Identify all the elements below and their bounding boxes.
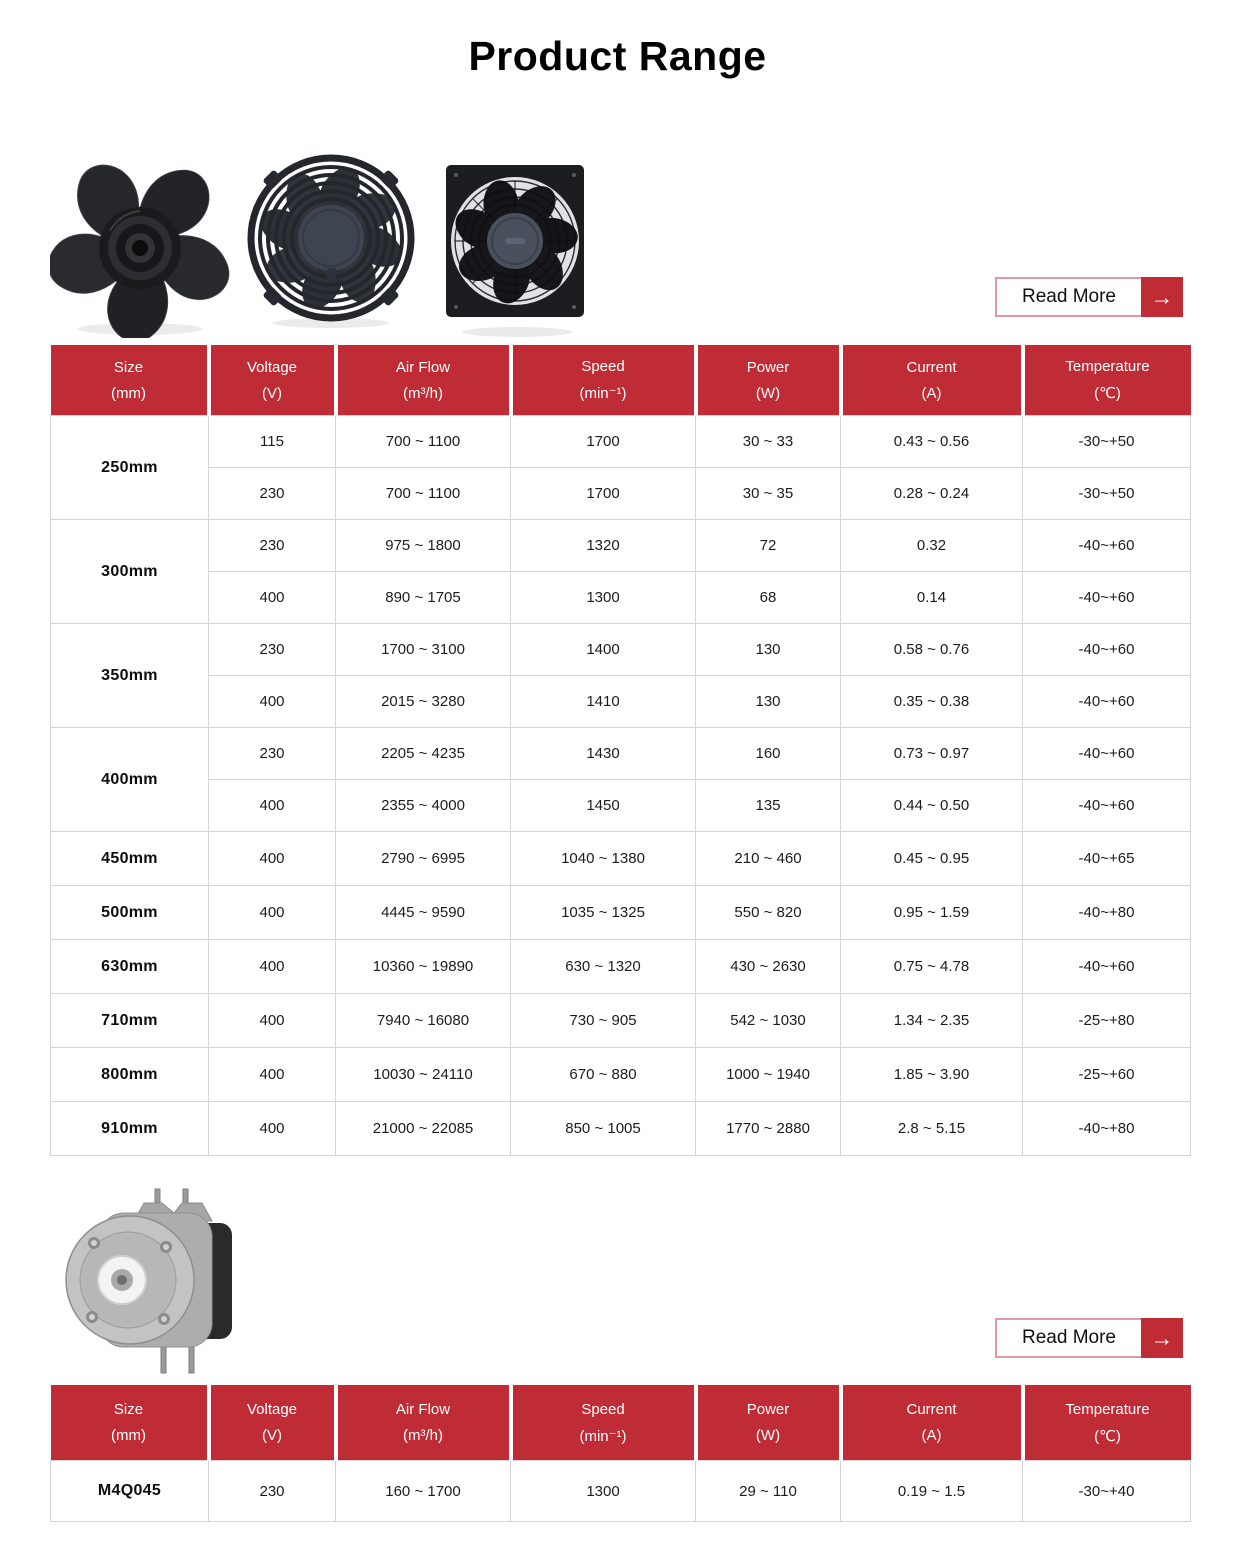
column-header-air-flow: Air Flow (m³/h) bbox=[336, 1385, 511, 1461]
spec-cell: 230 bbox=[209, 468, 336, 520]
spec-cell: 400 bbox=[209, 780, 336, 832]
size-cell: 400mm bbox=[51, 728, 209, 832]
spec-cell: 400 bbox=[209, 994, 336, 1048]
spec-cell: 2015 ~ 3280 bbox=[336, 676, 511, 728]
spec-cell: 1300 bbox=[511, 1461, 696, 1522]
spec-cell: 0.19 ~ 1.5 bbox=[841, 1461, 1023, 1522]
arrow-right-icon: → bbox=[1141, 277, 1183, 317]
size-cell: 800mm bbox=[51, 1048, 209, 1102]
spec-cell: 670 ~ 880 bbox=[511, 1048, 696, 1102]
column-header-temperature: Temperature (℃) bbox=[1023, 1385, 1191, 1461]
spec-cell: 230 bbox=[209, 728, 336, 780]
spec-cell: 30 ~ 35 bbox=[696, 468, 841, 520]
spec-cell: 0.28 ~ 0.24 bbox=[841, 468, 1023, 520]
spec-cell: 10360 ~ 19890 bbox=[336, 940, 511, 994]
table-header-row bbox=[51, 345, 1191, 416]
column-header-voltage: Voltage (V) bbox=[209, 1385, 336, 1461]
spec-cell: -40~+80 bbox=[1023, 886, 1191, 940]
spec-cell: -40~+60 bbox=[1023, 572, 1191, 624]
spec-cell: 72 bbox=[696, 520, 841, 572]
spec-cell: 700 ~ 1100 bbox=[336, 416, 511, 468]
table-row bbox=[51, 1461, 1191, 1522]
table-row bbox=[51, 886, 1191, 940]
spec-cell: 210 ~ 460 bbox=[696, 832, 841, 886]
spec-cell: 400 bbox=[209, 676, 336, 728]
column-header-speed: Speed (min⁻¹) bbox=[511, 345, 696, 416]
spec-cell: 890 ~ 1705 bbox=[336, 572, 511, 624]
spec-cell: -40~+60 bbox=[1023, 520, 1191, 572]
column-header-air-flow: Air Flow (m³/h) bbox=[336, 345, 511, 416]
table-row bbox=[51, 940, 1191, 994]
table-row bbox=[51, 1048, 1191, 1102]
spec-cell: 400 bbox=[209, 1048, 336, 1102]
table-row bbox=[51, 780, 1191, 832]
table-row bbox=[51, 468, 1191, 520]
spec-cell: -30~+40 bbox=[1023, 1461, 1191, 1522]
read-more-button-motor[interactable] bbox=[995, 1318, 1183, 1358]
column-header-current: Current (A) bbox=[841, 1385, 1023, 1461]
fan-specs-table bbox=[50, 345, 1191, 1156]
spec-cell: 400 bbox=[209, 832, 336, 886]
table-header-row bbox=[51, 1385, 1191, 1461]
spec-cell: 0.14 bbox=[841, 572, 1023, 624]
spec-cell: -40~+60 bbox=[1023, 728, 1191, 780]
spec-cell: 1430 bbox=[511, 728, 696, 780]
spec-cell: 0.32 bbox=[841, 520, 1023, 572]
spec-cell: -25~+80 bbox=[1023, 994, 1191, 1048]
read-more-label: Read More bbox=[1022, 286, 1116, 307]
round-grille-fan-image bbox=[246, 150, 416, 330]
column-header-voltage: Voltage (V) bbox=[209, 345, 336, 416]
spec-cell: 10030 ~ 24110 bbox=[336, 1048, 511, 1102]
spec-cell: 0.44 ~ 0.50 bbox=[841, 780, 1023, 832]
spec-cell: 2355 ~ 4000 bbox=[336, 780, 511, 832]
size-cell: 710mm bbox=[51, 994, 209, 1048]
page-title: Product Range bbox=[468, 33, 767, 79]
spec-cell: -40~+80 bbox=[1023, 1102, 1191, 1156]
spec-cell: 1.34 ~ 2.35 bbox=[841, 994, 1023, 1048]
column-header-power: Power (W) bbox=[696, 1385, 841, 1461]
arrow-right-icon: → bbox=[1141, 1318, 1183, 1358]
spec-cell: 0.43 ~ 0.56 bbox=[841, 416, 1023, 468]
table-row bbox=[51, 832, 1191, 886]
spec-cell: 1700 bbox=[511, 468, 696, 520]
motor-specs-table bbox=[50, 1385, 1191, 1522]
spec-cell: 400 bbox=[209, 1102, 336, 1156]
spec-cell: -40~+60 bbox=[1023, 780, 1191, 832]
spec-cell: 0.35 ~ 0.38 bbox=[841, 676, 1023, 728]
spec-cell: 68 bbox=[696, 572, 841, 624]
column-header-speed: Speed (min⁻¹) bbox=[511, 1385, 696, 1461]
spec-cell: -40~+65 bbox=[1023, 832, 1191, 886]
spec-cell: 7940 ~ 16080 bbox=[336, 994, 511, 1048]
spec-cell: 130 bbox=[696, 624, 841, 676]
spec-cell: -40~+60 bbox=[1023, 940, 1191, 994]
spec-cell: 1000 ~ 1940 bbox=[696, 1048, 841, 1102]
spec-cell: -25~+60 bbox=[1023, 1048, 1191, 1102]
spec-cell: 550 ~ 820 bbox=[696, 886, 841, 940]
spec-cell: -40~+60 bbox=[1023, 624, 1191, 676]
spec-cell: 1035 ~ 1325 bbox=[511, 886, 696, 940]
spec-cell: 160 bbox=[696, 728, 841, 780]
table-row bbox=[51, 1102, 1191, 1156]
spec-cell: 0.45 ~ 0.95 bbox=[841, 832, 1023, 886]
spec-cell: 1770 ~ 2880 bbox=[696, 1102, 841, 1156]
square-plate-fan-image bbox=[437, 152, 597, 342]
column-header-size: Size (mm) bbox=[51, 345, 209, 416]
spec-cell: 4445 ~ 9590 bbox=[336, 886, 511, 940]
spec-cell: 430 ~ 2630 bbox=[696, 940, 841, 994]
spec-cell: 21000 ~ 22085 bbox=[336, 1102, 511, 1156]
spec-cell: 0.75 ~ 4.78 bbox=[841, 940, 1023, 994]
size-cell: 910mm bbox=[51, 1102, 209, 1156]
column-header-temperature: Temperature (℃) bbox=[1023, 345, 1191, 416]
size-cell: 500mm bbox=[51, 886, 209, 940]
size-cell: 630mm bbox=[51, 940, 209, 994]
spec-cell: 1040 ~ 1380 bbox=[511, 832, 696, 886]
table-row bbox=[51, 728, 1191, 780]
table-row bbox=[51, 572, 1191, 624]
table-row bbox=[51, 994, 1191, 1048]
spec-cell: 1700 ~ 3100 bbox=[336, 624, 511, 676]
spec-cell: 975 ~ 1800 bbox=[336, 520, 511, 572]
spec-cell: 2.8 ~ 5.15 bbox=[841, 1102, 1023, 1156]
spec-cell: 0.73 ~ 0.97 bbox=[841, 728, 1023, 780]
column-header-current: Current (A) bbox=[841, 345, 1023, 416]
spec-cell: 0.58 ~ 0.76 bbox=[841, 624, 1023, 676]
spec-cell: 135 bbox=[696, 780, 841, 832]
size-cell: 250mm bbox=[51, 416, 209, 520]
spec-cell: 230 bbox=[209, 1461, 336, 1522]
spec-cell: 1320 bbox=[511, 520, 696, 572]
size-cell: 300mm bbox=[51, 520, 209, 624]
spec-cell: -30~+50 bbox=[1023, 416, 1191, 468]
spec-cell: 230 bbox=[209, 520, 336, 572]
spec-cell: -40~+60 bbox=[1023, 676, 1191, 728]
spec-cell: 1300 bbox=[511, 572, 696, 624]
spec-cell: 400 bbox=[209, 886, 336, 940]
spec-cell: 1700 bbox=[511, 416, 696, 468]
spec-cell: 730 ~ 905 bbox=[511, 994, 696, 1048]
table-row bbox=[51, 416, 1191, 468]
read-more-button-fans[interactable] bbox=[995, 277, 1183, 317]
spec-cell: 630 ~ 1320 bbox=[511, 940, 696, 994]
column-header-power: Power (W) bbox=[696, 345, 841, 416]
spec-cell: 0.95 ~ 1.59 bbox=[841, 886, 1023, 940]
spec-cell: 542 ~ 1030 bbox=[696, 994, 841, 1048]
table-row bbox=[51, 520, 1191, 572]
spec-cell: 1410 bbox=[511, 676, 696, 728]
spec-cell: 850 ~ 1005 bbox=[511, 1102, 696, 1156]
size-cell: 450mm bbox=[51, 832, 209, 886]
spec-cell: 2790 ~ 6995 bbox=[336, 832, 511, 886]
spec-cell: 400 bbox=[209, 572, 336, 624]
spec-cell: 2205 ~ 4235 bbox=[336, 728, 511, 780]
table-row bbox=[51, 676, 1191, 728]
axial-fan-image bbox=[50, 153, 230, 338]
spec-cell: 130 bbox=[696, 676, 841, 728]
column-header-size: Size (mm) bbox=[51, 1385, 209, 1461]
spec-cell: 230 bbox=[209, 624, 336, 676]
spec-cell: 115 bbox=[209, 416, 336, 468]
spec-cell: 1450 bbox=[511, 780, 696, 832]
motor-image bbox=[42, 1183, 262, 1378]
spec-cell: -30~+50 bbox=[1023, 468, 1191, 520]
spec-cell: 700 ~ 1100 bbox=[336, 468, 511, 520]
size-cell: M4Q045 bbox=[51, 1461, 209, 1522]
size-cell: 350mm bbox=[51, 624, 209, 728]
spec-cell: 160 ~ 1700 bbox=[336, 1461, 511, 1522]
spec-cell: 1400 bbox=[511, 624, 696, 676]
table-row bbox=[51, 624, 1191, 676]
read-more-label: Read More bbox=[1022, 1327, 1116, 1348]
spec-cell: 400 bbox=[209, 940, 336, 994]
spec-cell: 1.85 ~ 3.90 bbox=[841, 1048, 1023, 1102]
spec-cell: 29 ~ 110 bbox=[696, 1461, 841, 1522]
spec-cell: 30 ~ 33 bbox=[696, 416, 841, 468]
